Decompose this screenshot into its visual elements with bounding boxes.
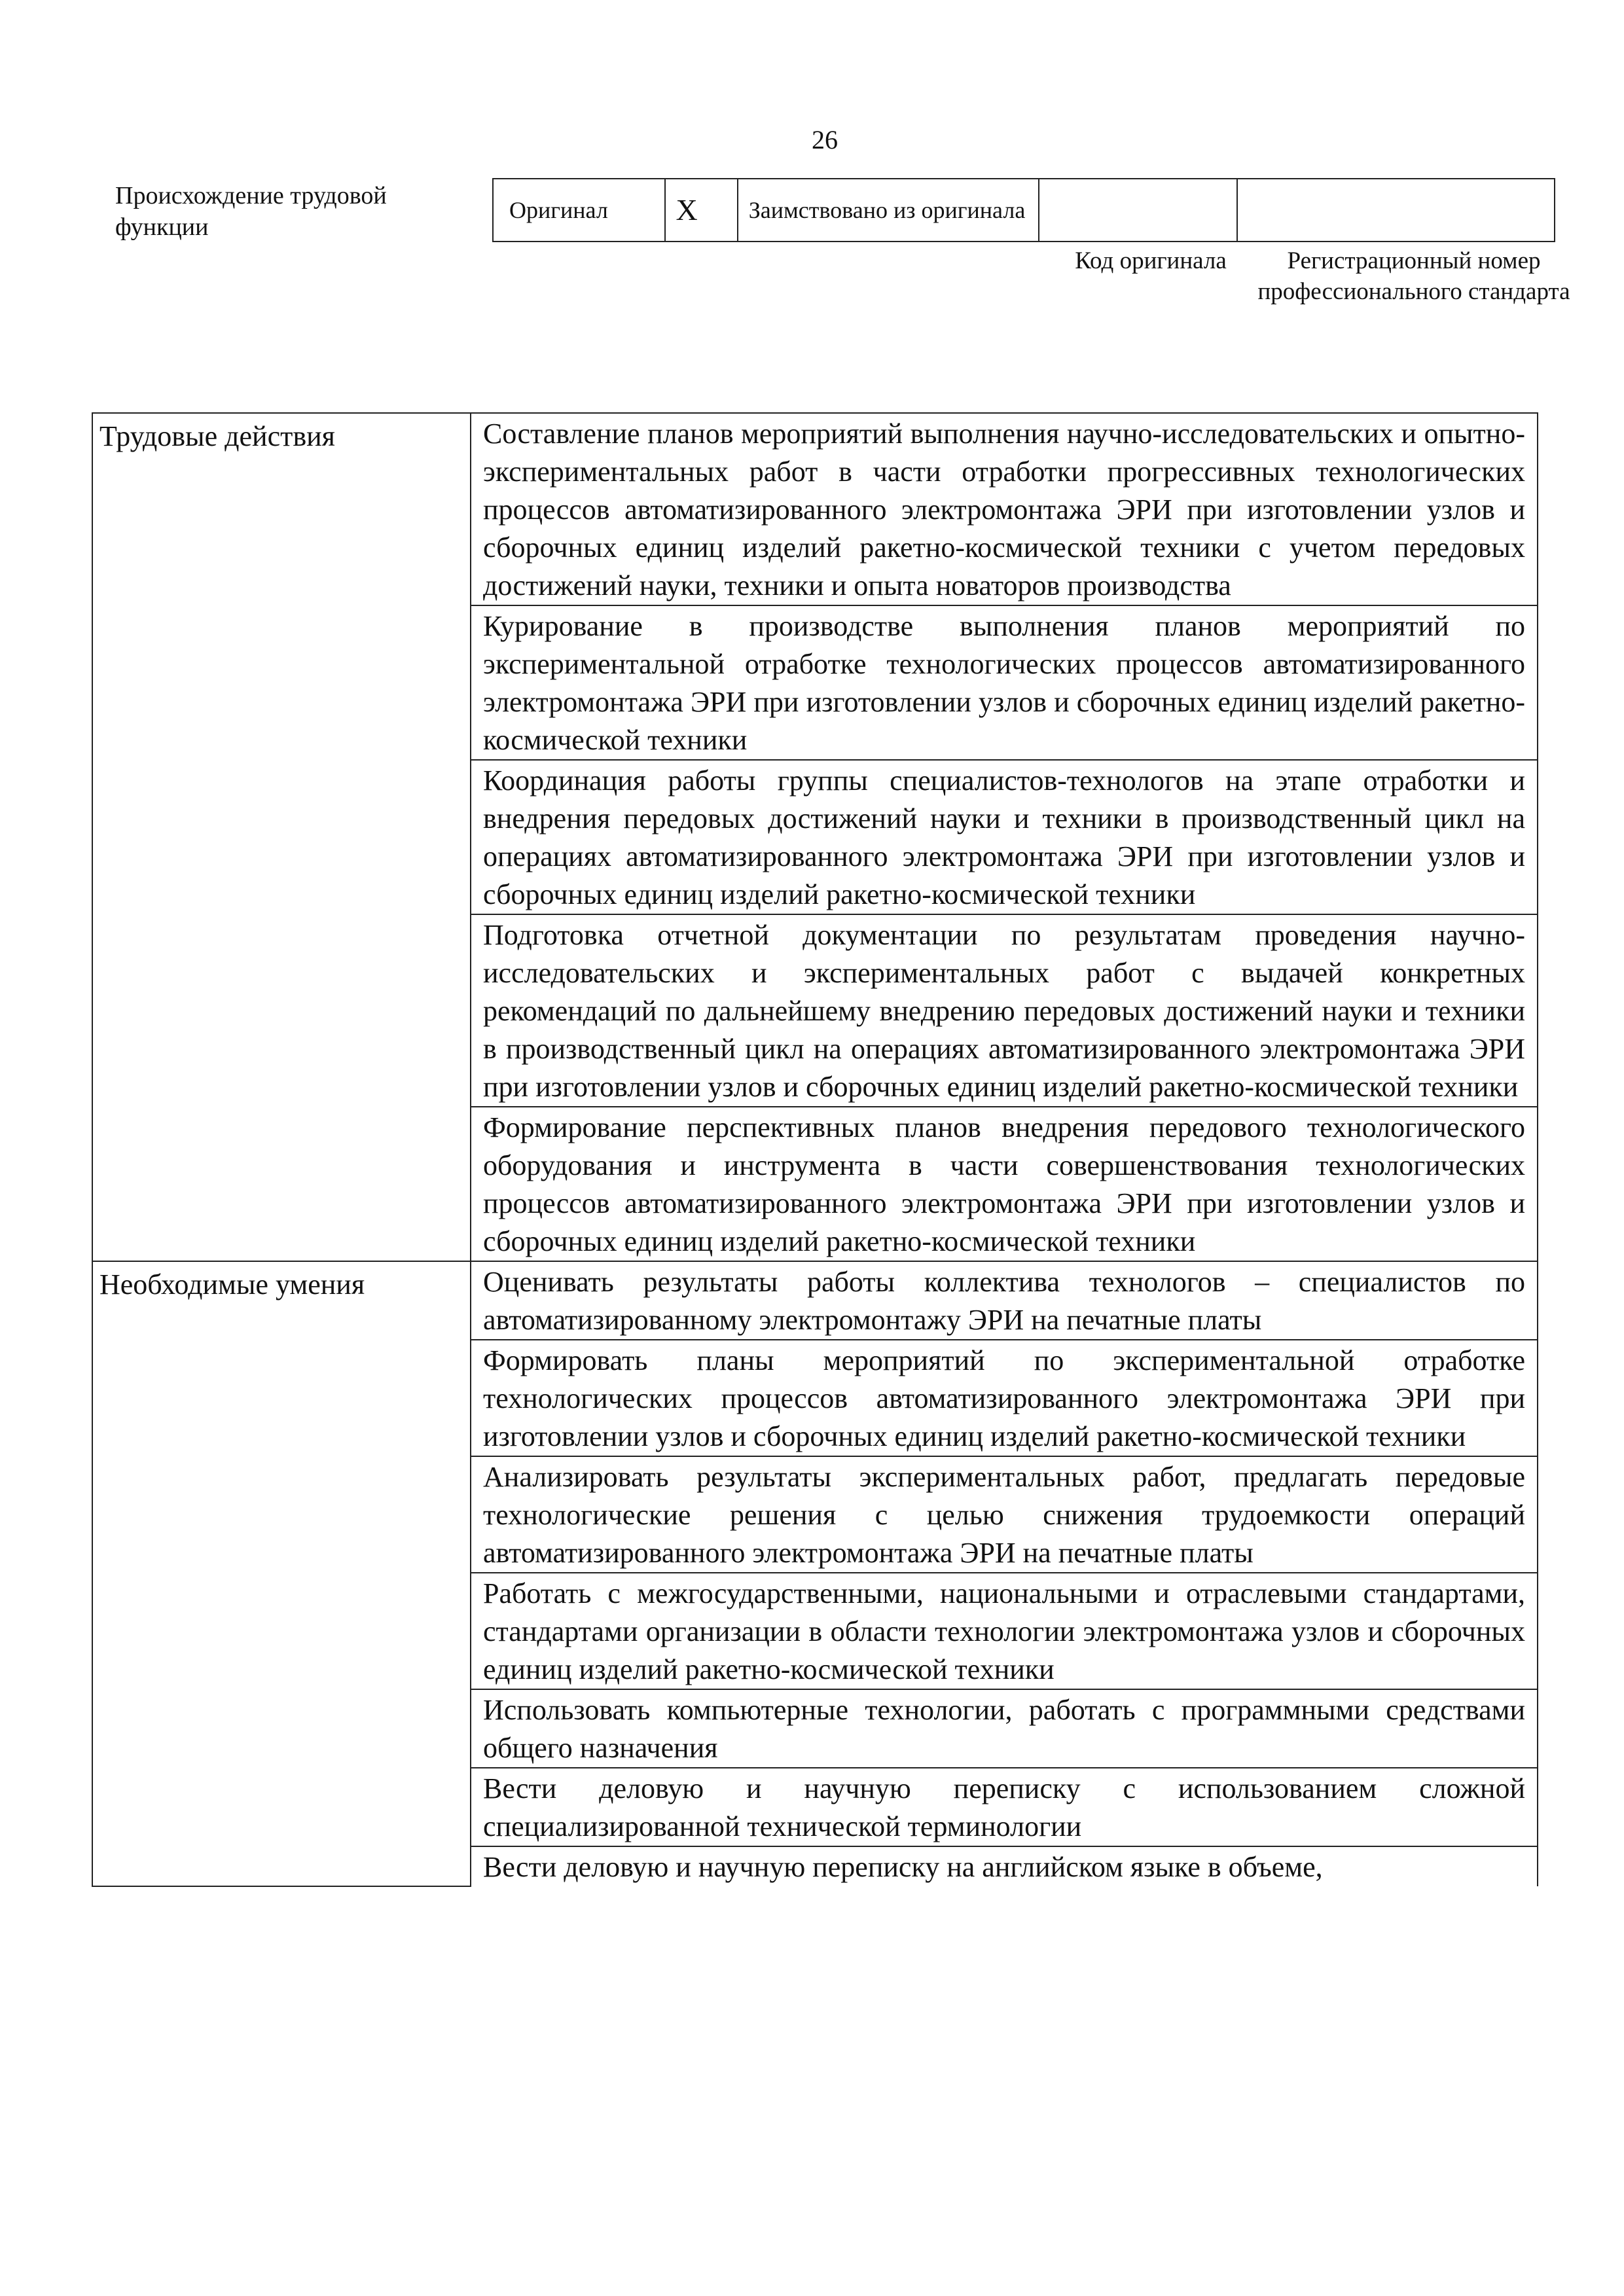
origin-table — [492, 178, 1555, 242]
section-label: Трудовые действия — [92, 413, 471, 1261]
page-number: 26 — [812, 125, 838, 154]
registration-caption: Регистрационный номер профессионального стандарта — [1257, 247, 1570, 305]
original-label: Оригинал — [493, 179, 665, 242]
section-item: Оценивать результаты работы коллектива технологов – специалистов по автоматизированному электромонтажу ЭРИ на печатные платы — [471, 1261, 1538, 1340]
section-item: Координация работы группы специалистов-технологов на этапе отработки и внедрения передовых достижений науки и техники в производственный цикл на операциях автоматизированного электромонтажа ЭРИ при изготовлении узлов и сборочных единиц изделий ракетно-космической техники — [471, 760, 1538, 914]
section-item: Использовать компьютерные технологии, работать с программными средствами общего назначения — [471, 1689, 1538, 1768]
origin-label: Происхождение трудовой функции — [115, 182, 387, 241]
section-item: Курирование в производстве выполнения планов мероприятий по экспериментальной отработке технологических процессов автоматизированного электромонтажа ЭРИ при изготовлении узлов и сборочных единиц изделий ракетно-космической техники — [471, 605, 1538, 760]
section-item: Формировать планы мероприятий по экспериментальной отработке технологических процессов автоматизированного электромонтажа ЭРИ при изготовлении узлов и сборочных единиц изделий ракетно-космической техники — [471, 1340, 1538, 1456]
table-row — [92, 413, 1538, 605]
registration-number-cell — [1237, 179, 1555, 242]
borrowed-label: Заимствовано из оригинала — [738, 179, 1039, 242]
section-item: Вести деловую и научную переписку на английском языке в объеме, — [471, 1846, 1538, 1886]
original-mark: X — [665, 179, 738, 242]
section-label: Необходимые умения — [92, 1261, 471, 1886]
section-item: Анализировать результаты экспериментальных работ, предлагать передовые технологические решения с целью снижения трудоемкости операций автоматизированного электромонтажа ЭРИ на печатные платы — [471, 1456, 1538, 1573]
section-item: Работать с межгосударственными, национальными и отраслевыми стандартами, стандартами организации в области технологии электромонтажа узлов и сборочных единиц изделий ракетно-космической техники — [471, 1573, 1538, 1689]
code-caption: Код оригинала — [1075, 247, 1227, 274]
original-code-cell — [1039, 179, 1237, 242]
section-item: Формирование перспективных планов внедрения передового технологического оборудования и инструмента в части совершенствования технологических процессов автоматизированного электромонтажа ЭРИ при изготовлении узлов и сборочных единиц изделий ракетно-космической техники — [471, 1107, 1538, 1261]
table-row — [92, 1261, 1538, 1340]
section-item: Составление планов мероприятий выполнения научно-исследовательских и опытно-экспериментальных работ в части отработки прогрессивных технологических процессов автоматизированного электромонтажа ЭРИ при изготовлении узлов и сборочных единиц изделий ракетно-космической техники с учетом передовых достижений науки, техники и опыта новаторов производства — [471, 413, 1538, 605]
function-table — [92, 412, 1538, 1887]
section-item: Вести деловую и научную переписку с использованием сложной специализированной технической терминологии — [471, 1768, 1538, 1846]
section-item: Подготовка отчетной документации по результатам проведения научно-исследовательских и экспериментальных работ с выдачей конкретных рекомендаций по дальнейшему внедрению передовых достижений науки и техники в производственный цикл на операциях автоматизированного электромонтажа ЭРИ при изготовлении узлов и сборочных единиц изделий ракетно-космической техники — [471, 914, 1538, 1107]
